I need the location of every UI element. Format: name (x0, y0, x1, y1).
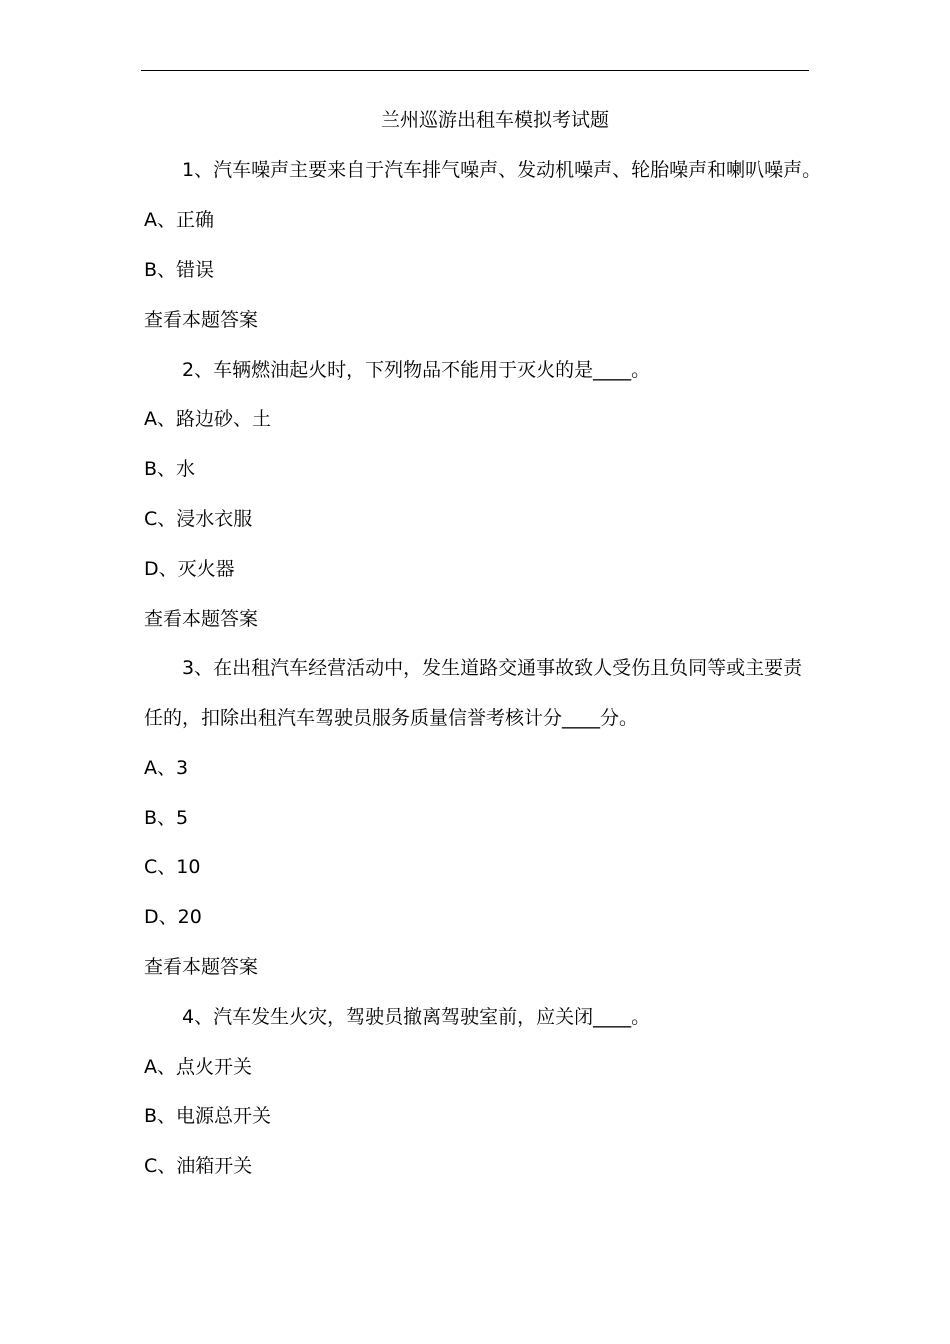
question-3-answer-link[interactable]: 查看本题答案 (144, 956, 259, 978)
document-title: 兰州巡游出租车模拟考试题 (380, 109, 609, 131)
question-2-option-a: A、路边砂、土 (144, 408, 271, 430)
question-4-option-b: B、电源总开关 (144, 1105, 272, 1127)
question-1-option-b: B、错误 (144, 259, 215, 281)
question-3-option-d: D、20 (144, 906, 202, 928)
question-2-answer-link[interactable]: 查看本题答案 (144, 608, 259, 630)
question-3-option-c: C、10 (144, 856, 201, 878)
question-2-option-d: D、灭火器 (144, 558, 235, 580)
question-2-option-b: B、水 (144, 458, 196, 480)
question-1-text: 1、汽车噪声主要来自于汽车排气噪声、发动机噪声、轮胎噪声和喇叭噪声。 (182, 159, 822, 181)
question-3-option-b: B、5 (144, 807, 189, 829)
question-1-answer-link[interactable]: 查看本题答案 (144, 309, 259, 331)
question-4-option-c: C、油箱开关 (144, 1155, 253, 1177)
question-1-option-a: A、正确 (144, 209, 214, 231)
header-divider (141, 70, 809, 71)
question-3-text-line-1: 3、在出租汽车经营活动中，发生道路交通事故致人受伤且负同等或主要责 (182, 657, 803, 679)
question-2-option-c: C、浸水衣服 (144, 508, 253, 530)
question-3-text-line-2: 任的，扣除出租汽车驾驶员服务质量信誉考核计分____分。 (144, 707, 639, 729)
question-2-text: 2、车辆燃油起火时，下列物品不能用于灭火的是____。 (182, 359, 651, 381)
question-4-text: 4、汽车发生火灾，驾驶员撤离驾驶室前，应关闭____。 (182, 1006, 651, 1028)
question-3-option-a: A、3 (144, 757, 189, 779)
question-4-option-a: A、点火开关 (144, 1056, 252, 1078)
